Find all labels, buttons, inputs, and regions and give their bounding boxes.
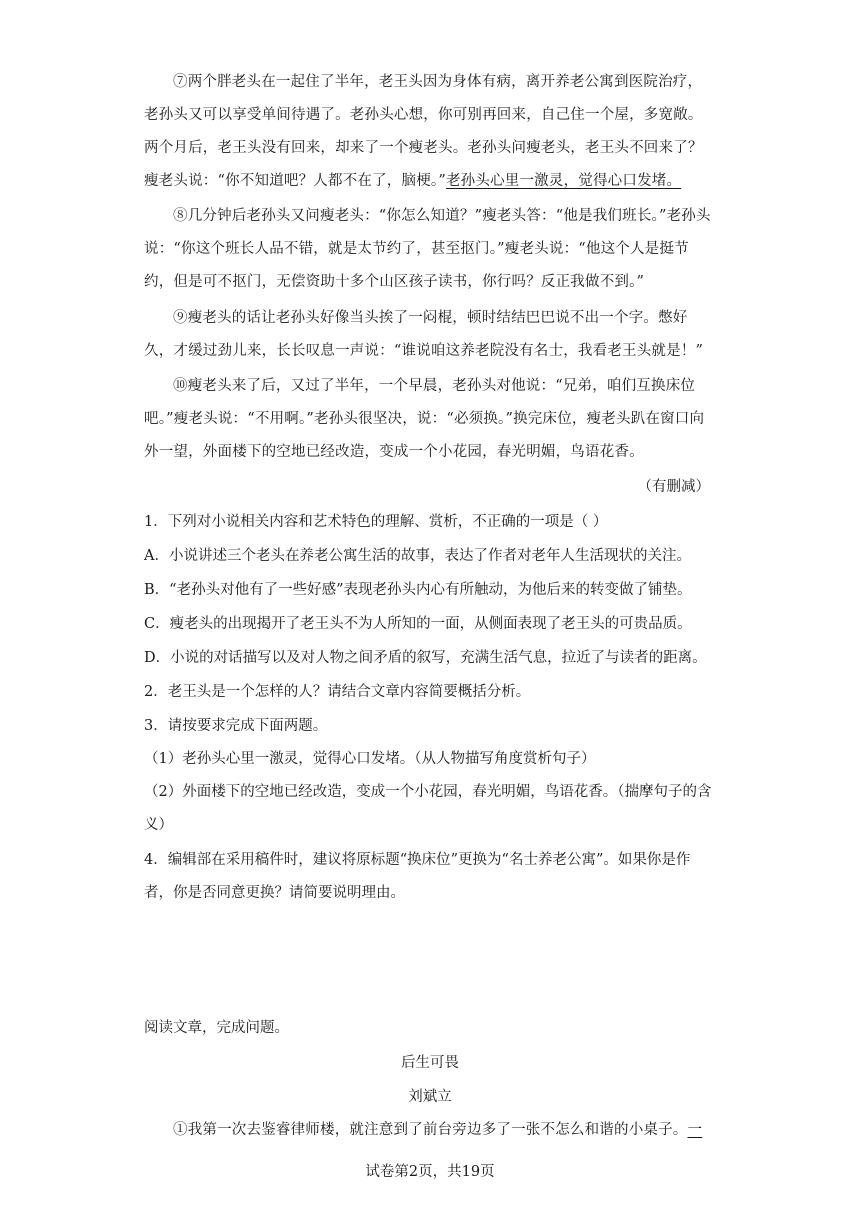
story-paragraph-7: [144, 66, 716, 198]
question-1: 1．下列对小说相关内容和艺术特色的理解、赏析，不正确的一项是（ ）: [144, 514, 608, 530]
option-c: C．瘦老头的出现揭开了老王头不为人所知的一面，从侧面表现了老王头的可贵品质。: [144, 616, 692, 632]
reading-instruction: 阅读文章，完成问题。: [144, 1020, 289, 1036]
story-paragraph-10: ⑩瘦老头来了后，又过了半年，一个早晨，老孙头对他说：“兄弟，咱们互换床位吧。”瘦老头说：“不用啊。”老孙头很坚决，说：“必须换。”换完床位，瘦老头趴在窗口向外一望，外面楼下的空地已经改造，变成一个小花园，春光明媚，鸟语花香。: [144, 378, 705, 460]
option-d: D．小说的对话描写以及对人物之间矛盾的叙写，充满生活气息，拉近了与读者的距离。: [144, 650, 707, 666]
article-paragraph-1: [144, 1114, 718, 1147]
underlined-start: 一: [687, 1122, 703, 1138]
option-a: A．小说讲述三个老头在养老公寓生活的故事，表达了作者对老年人生活现状的关注。: [144, 548, 691, 564]
question-2: 2．老王头是一个怎样的人？请结合文章内容简要概括分析。: [144, 684, 531, 700]
question-4: 4．编辑部在采用稿件时，建议将原标题“换床位”更换为“名士养老公寓”。如果你是作者，你是否同意更换？请简要说明理由。: [144, 852, 691, 901]
option-b: B．“老孙头对他有了一些好感”表现老孙头内心有所触动，为他后来的转变做了铺垫。: [144, 582, 692, 598]
paragraph-text: ①我第一次去鉴睿律师楼，就注意到了前台旁边多了一张不怎么和谐的小桌子。: [173, 1122, 688, 1138]
story-paragraph-8: ⑧几分钟后老孙头又问瘦老头：“你怎么知道？”瘦老头答：“他是我们班长。”老孙头说：“你这个班长人品不错，就是太节约了，甚至抠门。”瘦老头说：“他这个人是挺节约，但是可不抠门，无偿资助十多个山区孩子读书，你行吗？反正我做不到。”: [144, 208, 711, 290]
question-3: 3．请按要求完成下面两题。: [144, 718, 328, 734]
question-3-part-2: （2）外面楼下的空地已经改造，变成一个小花园，春光明媚，鸟语花香。（揣摩句子的含义）: [144, 784, 712, 833]
question-3-part-1: （1）老孙头心里一激灵，觉得心口发堵。（从人物描写角度赏析句子）: [144, 751, 596, 767]
story-paragraph-9: ⑨瘦老头的话让老孙头好像当头挨了一闷棍，顿时结结巴巴说不出一个字。憋好久，才缓过劲儿来，长长叹息一声说：“谁说咱这养老院没有名士，我看老王头就是！”: [144, 310, 704, 359]
paragraph-text: ⑦两个胖老头在一起住了半年，老王头因为身体有病，离开养老公寓到医院治疗，老孙头又可以享受单间待遇了。老孙头心想，你可别再回来，自己住一个屋，多宽敞。两个月后，老王头没有回来，却来了一个瘦老头。老孙头问瘦老头，老王头不回来了？瘦老头说：“你不知道吧？人都不在了，脑梗。”: [144, 74, 703, 189]
page-footer: 试卷第2页，共19页: [365, 1164, 495, 1180]
underlined-sentence: 老孙头心里一激灵，觉得心口发堵。: [445, 173, 682, 189]
abridged-note: （有删减）: [637, 479, 710, 495]
article-author: 刘斌立: [408, 1089, 452, 1105]
article-title: 后生可畏: [401, 1055, 459, 1071]
